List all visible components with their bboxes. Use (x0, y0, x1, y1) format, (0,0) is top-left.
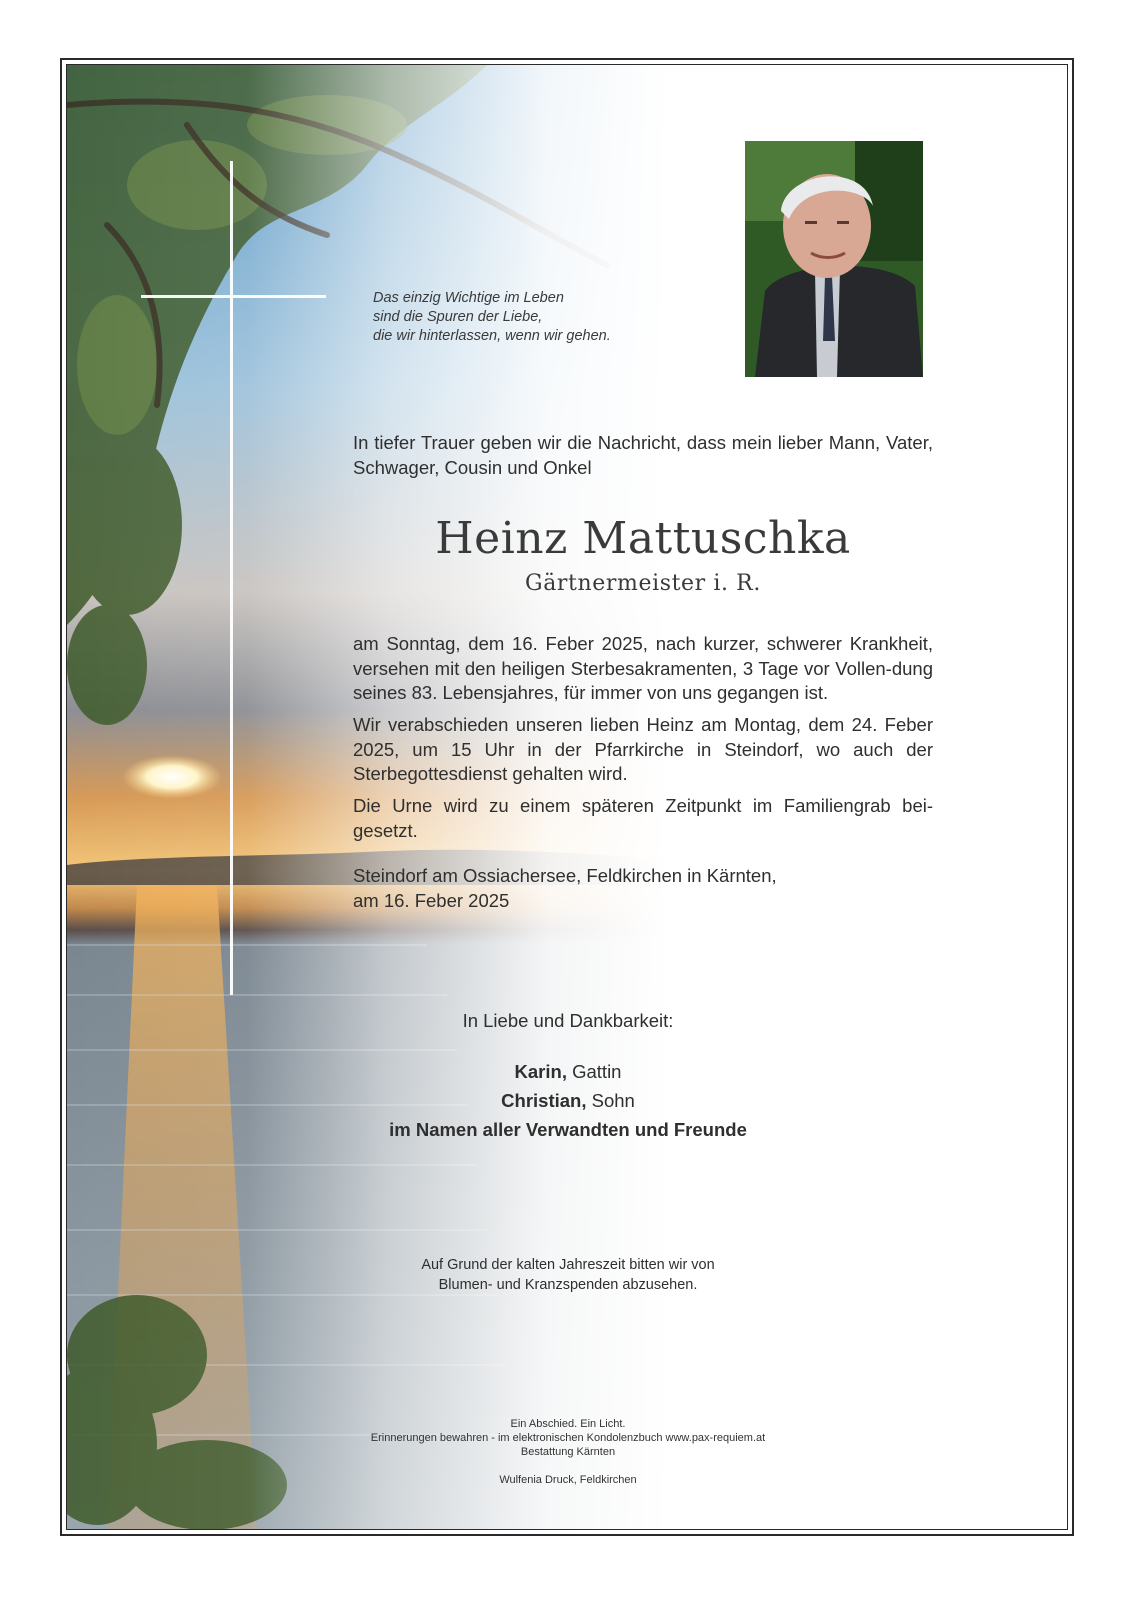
memorial-quote (373, 289, 693, 346)
quote-line-2: sind die Spuren der Liebe, (373, 309, 543, 325)
cross-horizontal-bar (141, 295, 326, 298)
signer-name: Karin, (514, 1061, 567, 1082)
place-line: Steindorf am Ossiachersee, Feldkirchen in Kärnten, (353, 865, 777, 886)
family-signature: im Namen aller Verwandten und Freunde (389, 1119, 747, 1140)
flower-note (67, 1255, 1068, 1295)
signer-role: Gattin (572, 1061, 622, 1082)
place-date (353, 864, 933, 913)
deceased-name: Heinz Mattuschka (435, 513, 851, 564)
footer-undertaker: Bestattung Kärnten (520, 1446, 616, 1458)
death-notice-card (66, 64, 1068, 1530)
signer-role: Sohn (591, 1090, 635, 1111)
intro-text: In tiefer Trauer geben wir die Nachricht, dass mein lieber Mann, Vater, Schwager, Cousin und Onkel (353, 432, 933, 478)
quote-line-1: Das einzig Wichtige im Leben (373, 290, 564, 306)
footer-printer: Wulfenia Druck, Feldkirchen (499, 1474, 637, 1486)
signer-christian (67, 1090, 1068, 1112)
footer-line-1: Ein Abschied. Ein Licht. (510, 1418, 626, 1430)
note-line-1: Auf Grund der kalten Jahreszeit bitten wir von (421, 1257, 715, 1273)
closing-heading: In Liebe und Dankbarkeit: (462, 1010, 674, 1031)
date-line: am 16. Feber 2025 (353, 889, 510, 911)
quote-line-3: die wir hinterlassen, wenn wir gehen. (373, 328, 611, 344)
portrait-photo (745, 141, 923, 377)
note-line-2: Blumen- und Kranzspenden abzusehen. (438, 1277, 698, 1293)
deceased-title: Gärtnermeister i. R. (525, 571, 761, 596)
passing-paragraph: am Sonntag, dem 16. Feber 2025, nach kurzer, schwerer Krankheit, versehen mit den heiligen Sterbesakramenten, 3 Tage vor Vollen-dung seines 83. Lebensjahres, für immer von uns gegangen ist. (353, 633, 933, 703)
footer-condolence-link: Erinnerungen bewahren - im elektronischen Kondolenzbuch www.pax-requiem.at (370, 1432, 766, 1444)
signer-name: Christian, (501, 1090, 587, 1111)
urn-paragraph: Die Urne wird zu einem späteren Zeitpunkt im Familiengrab bei-gesetzt. (353, 795, 933, 841)
funeral-paragraph: Wir verabschieden unseren lieben Heinz am Montag, dem 24. Feber 2025, um 15 Uhr in der Pfarrkirche in Steindorf, wo auch der Sterbegottesdienst gehalten wird. (353, 714, 933, 784)
cross-vertical-bar (230, 161, 233, 995)
signer-karin (67, 1061, 1068, 1083)
